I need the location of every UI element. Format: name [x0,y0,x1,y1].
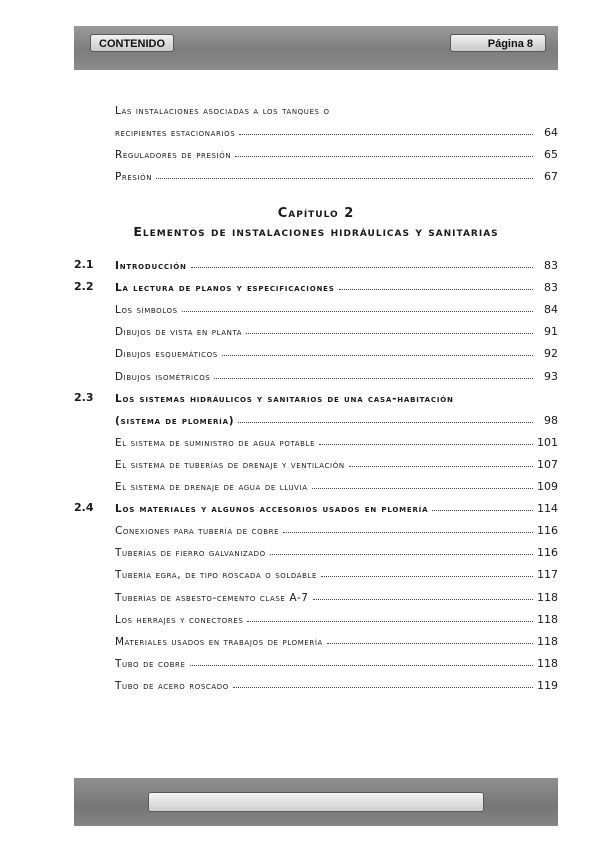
toc-entry-page: 109 [537,480,558,493]
toc-entry-title: Materiales usados en trabajos de plomería [115,636,323,648]
toc-entry [115,475,558,493]
toc-entry-title: recipientes estacionarios [115,127,236,139]
toc-entry-page: 83 [544,281,558,294]
dot-leader [182,311,533,312]
toc-entry [115,365,558,383]
toc-entry-title: Dibujos isométricos [115,371,211,383]
section-number: 2.3 [74,391,94,404]
toc-entry [115,143,558,161]
chapter-title: Elementos de instalaciones hidráulicas y sanitarias [133,224,499,239]
toc-entry [115,342,558,360]
dot-leader [233,687,533,688]
toc-entry-page: 116 [537,524,558,537]
toc-entry-page: 84 [544,303,558,316]
dot-leader [191,267,533,268]
toc-entry-title: Los sistemas hidráulicos y sanitarios de una casa-habitación [115,393,454,405]
dot-leader [432,510,533,511]
dot-leader [246,333,533,334]
toc-entry-page: 92 [544,347,558,360]
toc-entry-title: El sistema de drenaje de agua de lluvia [115,481,308,493]
dot-leader [239,134,533,135]
toc-entry-page: 118 [537,635,558,648]
toc-entry [115,453,558,471]
dot-leader [349,466,533,467]
toc-entry-page: 64 [544,126,558,139]
dot-leader [270,554,533,555]
toc-entry-title: Tubo de acero roscado [115,680,229,692]
toc-entry-page: 93 [544,370,558,383]
section-number: 2.2 [74,280,94,293]
toc-entry [115,652,558,670]
toc-entry [115,541,558,559]
toc-entry [115,630,558,648]
toc-entry-title: Reguladores de presión [115,149,232,161]
section-number: 2.4 [74,501,94,514]
toc-entry-page: 101 [537,436,558,449]
toc-entry-title: Dibujos de vista en planta [115,326,243,338]
toc-entry [115,276,558,294]
chapter-number: Capítulo 2 [277,206,355,221]
section-label: CONTENIDO [90,34,174,52]
toc-entry-title: El sistema de suministro de agua potable [115,437,316,449]
dot-leader [283,532,533,533]
toc-entry-page: 91 [544,325,558,338]
page-number-label: Página 8 [450,34,546,52]
dot-leader [313,599,533,600]
dot-leader [190,665,533,666]
toc-entry [115,387,558,405]
toc-entry-title: El sistema de tuberías de drenaje y ventilación [115,459,345,471]
footer-band [74,778,558,826]
toc-entry-page: 98 [544,414,558,427]
toc-entry-page: 65 [544,148,558,161]
toc-entry [115,586,558,604]
toc-entry-title: Tubería egra, de tipo roscada o soldable [115,569,318,581]
section-number: 2.1 [74,258,94,271]
dot-leader [235,156,533,157]
toc-entry-title: La lectura de planos y especificaciones [115,282,335,294]
toc-entry-page: 118 [537,657,558,670]
toc-entry-page: 67 [544,170,558,183]
dot-leader [247,621,533,622]
dot-leader [321,576,533,577]
toc-entry-title: Las instalaciones asociadas a los tanques o [115,105,330,117]
dot-leader [214,378,533,379]
toc-entry-title: Conexiones para tubería de cobre [115,525,280,537]
toc-entry [115,99,558,117]
toc-entry-title: Los materiales y algunos accesorios usados en plomería [115,503,429,515]
toc-entry-title: Tuberías de fierro galvanizado [115,547,266,559]
toc-entry [115,519,558,537]
toc-entry [115,497,558,515]
toc-entry-title: Introducción [115,260,187,272]
toc-entry-title: Los herrajes y conectores [115,614,244,626]
toc-entry-title: Los símbolos [115,304,178,316]
toc-entry-page: 107 [537,458,558,471]
toc-entry [115,431,558,449]
toc-entry [115,165,558,183]
toc-entry [115,121,558,139]
dot-leader [327,643,533,644]
dot-leader [339,289,533,290]
toc-entry-page: 118 [537,591,558,604]
toc-entry-title: Tubo de cobre [115,658,186,670]
toc-entry-title: Tuberías de asbesto-cemento clase A-7 [115,592,309,604]
dot-leader [222,355,533,356]
toc-entry-page: 114 [537,502,558,515]
toc-entry [115,409,558,427]
toc-entry-title: Presión [115,171,153,183]
toc-entry [115,298,558,316]
toc-entry [115,608,558,626]
toc-entry-title: Dibujos esquemáticos [115,348,218,360]
dot-leader [238,422,533,423]
toc-entry [115,563,558,581]
dot-leader [156,178,533,179]
toc-entry-page: 119 [537,679,558,692]
footer-bar [148,792,484,812]
toc-entry-page: 118 [537,613,558,626]
header-band [74,26,558,70]
toc-entry-page: 117 [537,568,558,581]
toc-entry [115,320,558,338]
dot-leader [312,488,533,489]
toc-entry-page: 83 [544,259,558,272]
dot-leader [319,444,533,445]
toc-entry [115,254,558,272]
toc-entry-title: (sistema de plomería) [115,415,235,427]
toc-entry [115,674,558,692]
toc-entry-page: 116 [537,546,558,559]
